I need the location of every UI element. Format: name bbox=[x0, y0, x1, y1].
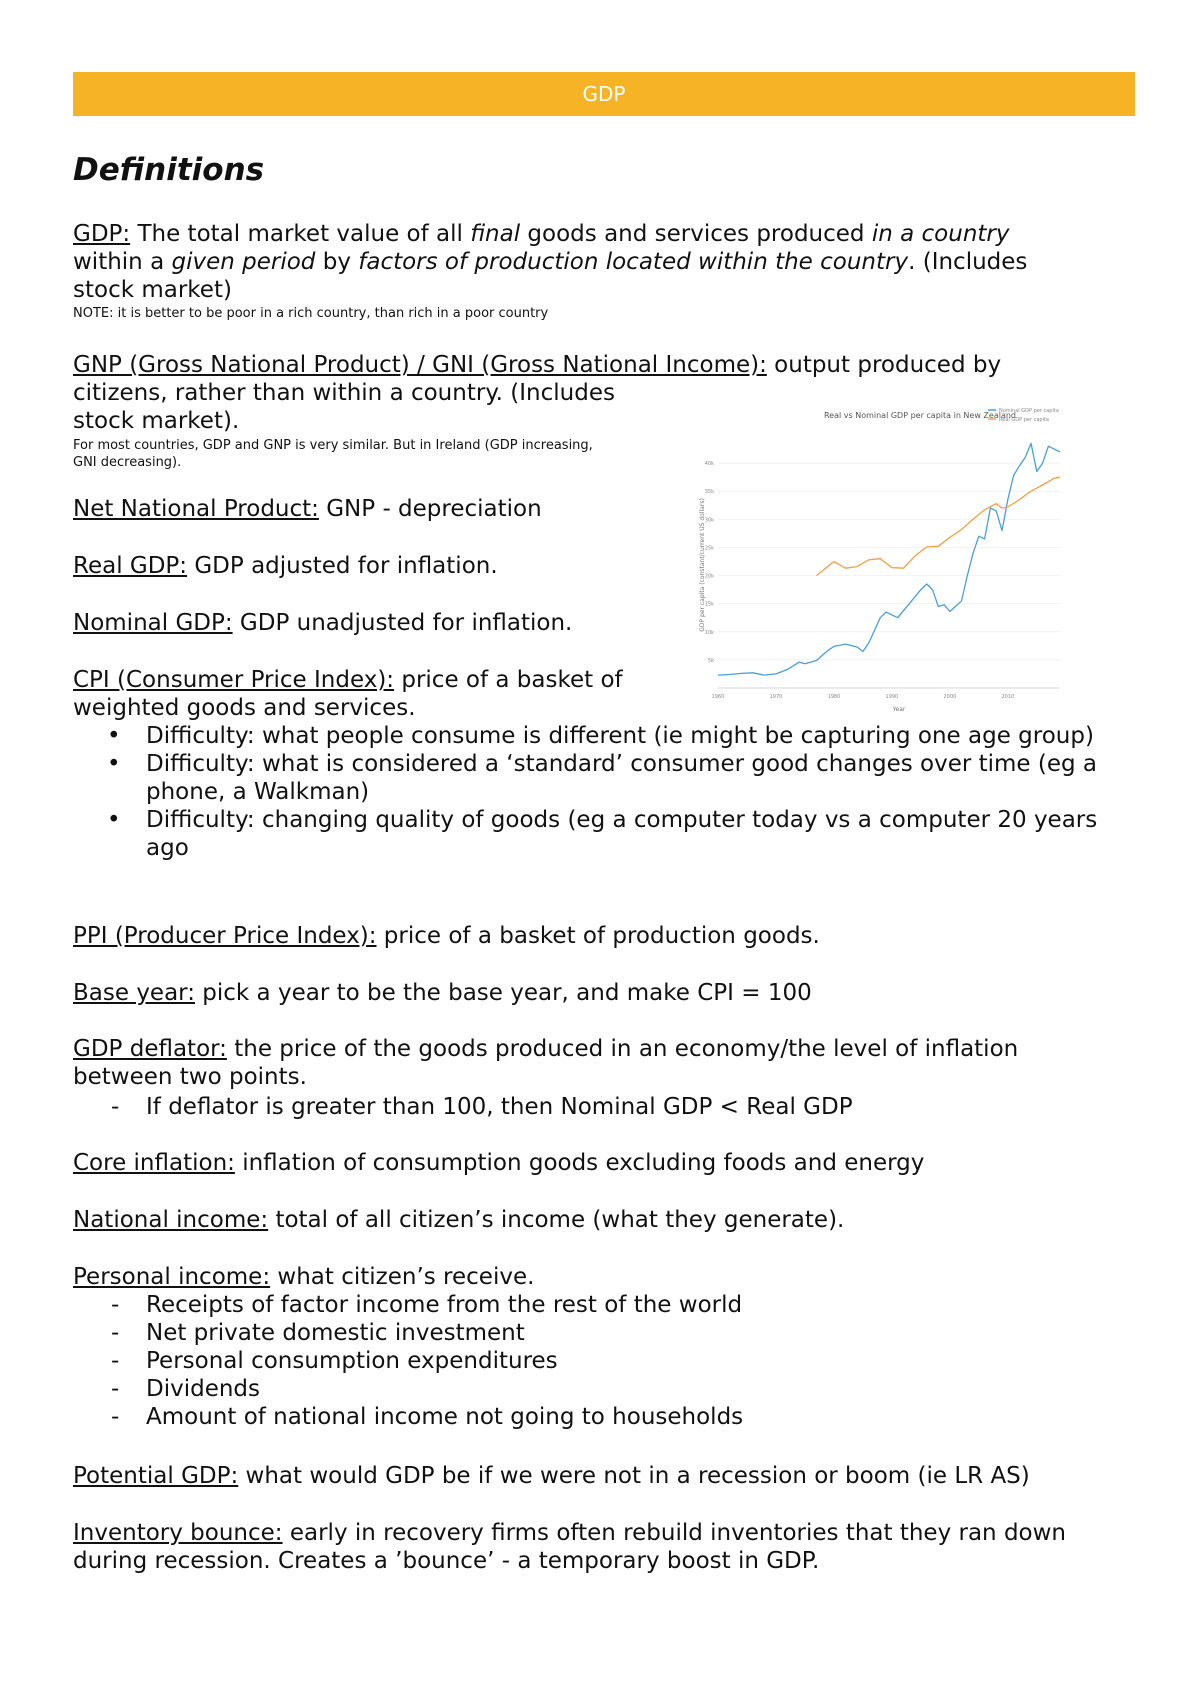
chart-series-line bbox=[718, 443, 1060, 675]
chart-x-tick-label: 2000 bbox=[943, 694, 957, 700]
gdp-line-2 bbox=[73, 248, 1133, 276]
personal-income-term: Personal income: bbox=[73, 1264, 271, 1290]
gdp-text: factors of production located within the country bbox=[358, 249, 909, 275]
ppi-definition bbox=[73, 922, 820, 950]
national-income-definition bbox=[73, 1206, 844, 1234]
base-year-definition bbox=[73, 979, 812, 1007]
chart-x-tick-label: 1980 bbox=[827, 694, 841, 700]
cpi-definition bbox=[73, 666, 623, 722]
list-item: - If deflator is greater than 100, then Nominal GDP < Real GDP bbox=[73, 1093, 853, 1121]
cpi-line-2: weighted goods and services. bbox=[73, 695, 416, 721]
chart-x-tick-label: 2010 bbox=[1001, 694, 1015, 700]
core-inflation-term: Core inflation: bbox=[73, 1150, 235, 1176]
base-year-text: pick a year to be the base year, and make CPI = 100 bbox=[194, 980, 812, 1006]
national-income-term: National income: bbox=[73, 1207, 269, 1233]
potential-gdp-text: what would GDP be if we were not in a recession or boom (ie LR AS) bbox=[238, 1463, 1030, 1489]
list-item: - Amount of national income not going to households bbox=[73, 1403, 743, 1431]
core-inflation-definition bbox=[73, 1149, 924, 1177]
national-income-text: total of all citizen’s income (what they generate). bbox=[268, 1207, 845, 1233]
list-item: • Difficulty: changing quality of goods (eg a computer today vs a computer 20 years ago bbox=[73, 806, 1133, 862]
chart-y-tick-label: 30k bbox=[704, 517, 714, 524]
cpi-term: CPI (Consumer Price Index): bbox=[73, 667, 395, 693]
nnp-term: Net National Product: bbox=[73, 496, 319, 522]
page-heading: Definitions bbox=[73, 152, 265, 188]
potential-gdp-definition bbox=[73, 1462, 1030, 1490]
chart-y-tick-label: 40k bbox=[704, 461, 714, 468]
deflator-line-2: between two points. bbox=[73, 1064, 307, 1090]
chart-legend-label: Real GDP per capita bbox=[999, 417, 1049, 423]
gdp-text: final bbox=[470, 221, 521, 247]
chart-y-tick-label: 5k bbox=[707, 657, 714, 664]
deflator-line-1 bbox=[73, 1035, 1133, 1063]
ppi-term: PPI (Producer Price Index): bbox=[73, 923, 377, 949]
chart-ylabel: GDP per capita (constant/current US dollars) bbox=[699, 498, 706, 632]
chart-title: Real vs Nominal GDP per capita in New Zealand bbox=[823, 411, 1017, 420]
cpi-bullet-list bbox=[73, 722, 1133, 862]
gdp-text: The total market value of all bbox=[130, 221, 471, 247]
gnp-text: output produced by bbox=[766, 352, 1002, 378]
real-gdp-term: Real GDP: bbox=[73, 553, 188, 579]
list-item: • Difficulty: what is considered a ‘standard’ consumer good changes over time (eg a phone, a Walkman) bbox=[73, 750, 1133, 806]
deflator-text: the price of the goods produced in an economy/the level of inflation bbox=[226, 1036, 1019, 1062]
cpi-line-1 bbox=[73, 666, 623, 694]
personal-income-bullet-list bbox=[73, 1291, 743, 1431]
chart-x-tick-label: 1970 bbox=[769, 694, 783, 700]
chart-y-tick-label: 35k bbox=[704, 489, 714, 496]
personal-income-text: what citizen’s receive. bbox=[270, 1264, 535, 1290]
gnp-term: GNP (Gross National Product) / GNI (Gross National Income): bbox=[73, 352, 767, 378]
gdp-definition bbox=[73, 220, 1133, 304]
core-inflation-text: inflation of consumption goods excluding foods and energy bbox=[234, 1150, 925, 1176]
gdp-text: in a country bbox=[871, 221, 1010, 247]
gdp-chart bbox=[690, 400, 1070, 718]
gnp-note-2: GNI decreasing). bbox=[73, 455, 182, 470]
nominal-gdp-text: GDP unadjusted for inflation. bbox=[232, 610, 573, 636]
deflator-term: GDP deflator: bbox=[73, 1036, 227, 1062]
potential-gdp-term: Potential GDP: bbox=[73, 1463, 239, 1489]
gdp-line-1 bbox=[73, 220, 1133, 248]
inventory-bounce-term: Inventory bounce: bbox=[73, 1520, 283, 1546]
gdp-text: given period bbox=[171, 249, 316, 275]
gdp-note: NOTE: it is better to be poor in a rich country, than rich in a poor country bbox=[73, 306, 549, 321]
chart-y-tick-label: 20k bbox=[704, 573, 714, 580]
list-item: - Receipts of factor income from the rest of the world bbox=[73, 1291, 743, 1319]
nominal-gdp-definition bbox=[73, 609, 572, 637]
gdp-line-3: stock market) bbox=[73, 277, 232, 303]
ppi-text: price of a basket of production goods. bbox=[376, 923, 820, 949]
list-item: - Personal consumption expenditures bbox=[73, 1347, 743, 1375]
inventory-bounce-definition bbox=[73, 1519, 1133, 1575]
gdp-text: within a bbox=[73, 249, 172, 275]
gdp-text: by bbox=[315, 249, 359, 275]
chart-series bbox=[718, 443, 1060, 675]
chart-y-tick-label: 25k bbox=[704, 545, 714, 552]
gdp-text: goods and services produced bbox=[520, 221, 872, 247]
chart-x-ticks bbox=[712, 694, 1015, 700]
inventory-bounce-text: early in recovery firms often rebuild inventories that they ran down bbox=[282, 1520, 1067, 1546]
chart-y-tick-label: 15k bbox=[704, 601, 714, 608]
chart-xlabel: Year bbox=[892, 706, 906, 713]
list-item: - Dividends bbox=[73, 1375, 743, 1403]
gdp-text: . (Includes bbox=[908, 249, 1028, 275]
base-year-term: Base year: bbox=[73, 980, 195, 1006]
list-item: • Difficulty: what people consume is different (ie might be capturing one age group) bbox=[73, 722, 1133, 750]
gnp-line-1 bbox=[73, 351, 1133, 379]
nnp-definition bbox=[73, 495, 542, 523]
inventory-line-1 bbox=[73, 1519, 1133, 1547]
gnp-line-2: citizens, rather than within a country. (Includes bbox=[73, 380, 615, 406]
gnp-line-3: stock market). bbox=[73, 408, 240, 434]
chart-y-tick-label: 10k bbox=[704, 629, 714, 636]
list-item: - Net private domestic investment bbox=[73, 1319, 743, 1347]
personal-income-definition bbox=[73, 1263, 534, 1291]
real-gdp-definition bbox=[73, 552, 498, 580]
chart-legend-label: Nominal GDP per capita bbox=[999, 408, 1059, 414]
gnp-note-1: For most countries, GDP and GNP is very similar. But in Ireland (GDP increasing, bbox=[73, 438, 593, 453]
title-banner-text: GDP bbox=[582, 82, 626, 106]
cpi-text: price of a basket of bbox=[394, 667, 623, 693]
inventory-line-2: during recession. Creates a ’bounce’ - a temporary boost in GDP. bbox=[73, 1548, 820, 1574]
nominal-gdp-term: Nominal GDP: bbox=[73, 610, 233, 636]
gdp-term: GDP: bbox=[73, 221, 131, 247]
chart-x-tick-label: 1960 bbox=[711, 694, 725, 700]
chart-series-line bbox=[817, 477, 1061, 575]
nnp-text: GNP - depreciation bbox=[318, 496, 542, 522]
deflator-definition bbox=[73, 1035, 1133, 1091]
chart-x-tick-label: 1990 bbox=[885, 694, 899, 700]
title-banner bbox=[73, 72, 1135, 116]
deflator-bullet-list bbox=[73, 1093, 853, 1121]
chart-y-ticks bbox=[705, 461, 714, 664]
real-gdp-text: GDP adjusted for inflation. bbox=[187, 553, 498, 579]
